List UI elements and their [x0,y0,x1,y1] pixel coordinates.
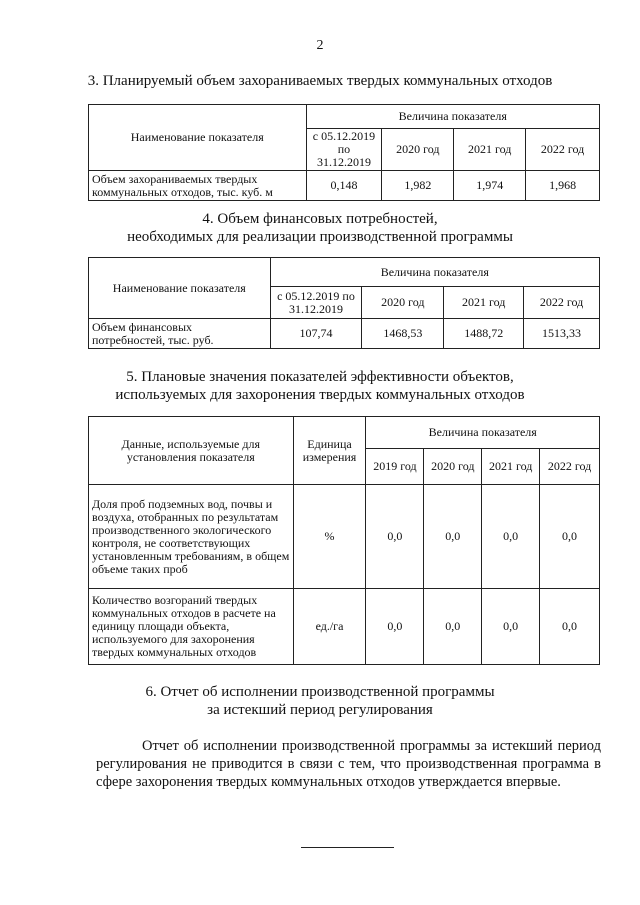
table-cell: 0,0 [482,485,540,589]
page-number: 2 [316,38,324,53]
table-cell: 0,148 [306,171,382,201]
column-header-data: Данные, используемые для установления показателя [89,417,294,485]
column-header-value: Величина показателя [366,417,600,449]
row-label: Количество возгораний твердых коммунальных отходов в расчете на единицу площади объекта, используемого для захоронения твердых коммунальных отходов [89,589,294,665]
table-cell: 1468,53 [362,319,444,349]
table-cell: 1,974 [454,171,526,201]
table-cell: 0,0 [540,589,600,665]
column-header-value: Величина показателя [306,105,600,129]
section-4-title-line-2: необходимых для реализации производственной программы [127,229,513,245]
column-header-period: с 05.12.2019 по 31.12.2019 [306,129,382,171]
column-header-period: 2022 год [524,287,600,319]
table-cell: 107,74 [270,319,362,349]
column-header-year: 2019 год [366,449,424,485]
section-6-title-line-1: 6. Отчет об исполнении производственной программы [145,684,495,700]
row-label: Объем захораниваемых твердых коммунальных отходов, тыс. куб. м [89,171,307,201]
table-cell: 0,0 [366,589,424,665]
section-5-title-line-2: используемых для захоронения твердых коммунальных отходов [115,387,525,403]
section-3-title: 3. Планируемый объем захораниваемых твердых коммунальных отходов [87,73,553,89]
column-header-period: 2021 год [454,129,526,171]
table-cell: 1488,72 [444,319,524,349]
column-header-period: 2022 год [526,129,600,171]
unit-cell: ед./га [293,589,366,665]
section-4-title-line-1: 4. Объем финансовых потребностей, [202,211,438,227]
column-header-name: Наименование показателя [89,258,271,319]
column-header-year: 2021 год [482,449,540,485]
column-header-period: с 05.12.2019 по 31.12.2019 [270,287,362,319]
financial-needs-table [88,257,600,349]
report-paragraph: Отчет об исполнении производственной программы за истекший период регулирования не приводится в связи с тем, что производственная программа в сфере захоронения твердых коммунальных отходов утверждается впервые. [96,738,601,790]
column-header-period: 2021 год [444,287,524,319]
table-cell: 1,982 [382,171,454,201]
column-header-year: 2020 год [424,449,482,485]
table-cell: 1,968 [526,171,600,201]
table-cell: 0,0 [540,485,600,589]
unit-cell: % [293,485,366,589]
table-cell: 0,0 [424,485,482,589]
efficiency-indicators-table [88,416,600,665]
row-label: Доля проб подземных вод, почвы и воздуха, отобранных по результатам производственного экологического контроля, не соответствующих установленным требованиям, в общем объеме таких проб [89,485,294,589]
column-header-name: Наименование показателя [89,105,307,171]
section-4-title [0,210,640,246]
column-header-year: 2022 год [540,449,600,485]
row-label: Объем финансовых потребностей, тыс. руб. [89,319,271,349]
table-cell: 0,0 [366,485,424,589]
table-cell: 0,0 [482,589,540,665]
column-header-period: 2020 год [382,129,454,171]
section-6-title [0,683,640,719]
column-header-value: Величина показателя [270,258,599,287]
closing-divider [301,847,394,848]
section-5-title [0,368,640,404]
waste-volume-table [88,104,600,201]
section-5-title-line-1: 5. Плановые значения показателей эффективности объектов, [126,369,514,385]
column-header-period: 2020 год [362,287,444,319]
table-cell: 0,0 [424,589,482,665]
column-header-unit: Единица измерения [293,417,366,485]
table-cell: 1513,33 [524,319,600,349]
section-6-title-line-2: за истекший период регулирования [207,702,433,718]
